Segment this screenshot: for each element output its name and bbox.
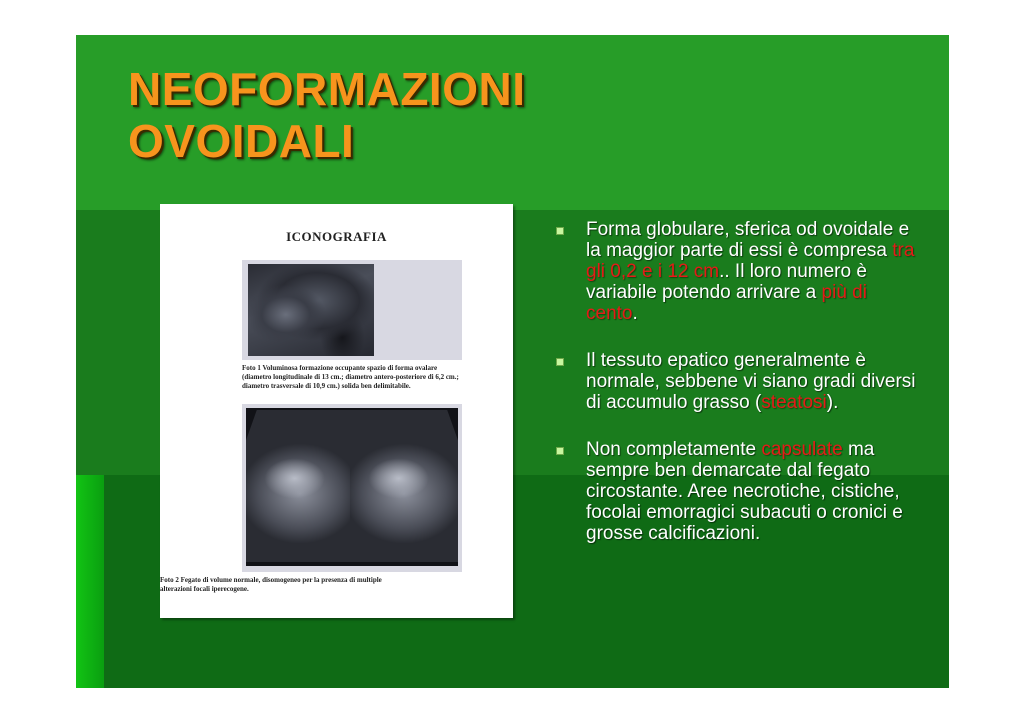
slide-title <box>128 63 525 167</box>
bullet-text: Non completamente <box>586 439 762 460</box>
bullet-highlight: più di cento <box>586 282 867 324</box>
photo-2-caption: Foto 2 Fegato di volume normale, disomogeneo per la presenza di multiple alterazioni focali iperecogene. <box>160 576 382 593</box>
document-heading: ICONOGRAFIA <box>286 229 387 244</box>
bullet-item <box>556 219 916 324</box>
bullet-text: Il tessuto epatico generalmente è normale, sebbene vi siano gradi diversi di accumulo grasso ( <box>586 350 916 413</box>
photo-1-caption: Foto 1 Voluminosa formazione occupante spazio di forma ovalare (diametro longitudinale di 13 cm.; diametro antero-posteriore di 6,2 cm.; diametro trasversale di 10,9 cm.) solida ben delimitabile. <box>242 364 459 390</box>
photo-2-frame <box>242 404 462 572</box>
ultrasound-image-1 <box>248 264 374 356</box>
bullet-square-icon <box>556 447 564 455</box>
slide-title-line-1: NEOFORMAZIONI <box>128 63 526 115</box>
bullet-highlight: steatosi <box>761 392 827 413</box>
bullet-text: . <box>632 303 638 324</box>
bullet-text: ). <box>826 392 839 413</box>
ultrasound-fan-left <box>246 410 354 562</box>
slide-title-line-2: OVOIDALI <box>128 115 355 167</box>
bullet-highlight: capsulate <box>761 439 843 460</box>
bullet-list <box>556 219 916 570</box>
bullet-item <box>556 350 916 413</box>
bullet-item <box>556 439 916 544</box>
scanned-document-image <box>160 204 513 618</box>
bullet-text: ma sempre ben demarcate dal fegato circostante. Aree necrotiche, cistiche, focolai emorragici subacuti o cronici e grosse calcificazioni. <box>586 439 903 544</box>
bullet-text: Forma globulare, sferica od ovoidale e la maggior parte di essi è compresa <box>586 219 910 261</box>
ultrasound-fan-right <box>350 410 458 562</box>
bullet-square-icon <box>556 227 564 235</box>
bullet-square-icon <box>556 358 564 366</box>
bullet-highlight: tra gli 0,2 e i 12 cm <box>586 240 915 282</box>
bullet-text: .. Il loro numero è variabile potendo arrivare a <box>586 261 867 303</box>
ultrasound-image-2 <box>246 408 458 566</box>
slide <box>76 35 949 688</box>
slide-accent-strip <box>76 475 104 688</box>
photo-1-frame <box>242 260 462 360</box>
